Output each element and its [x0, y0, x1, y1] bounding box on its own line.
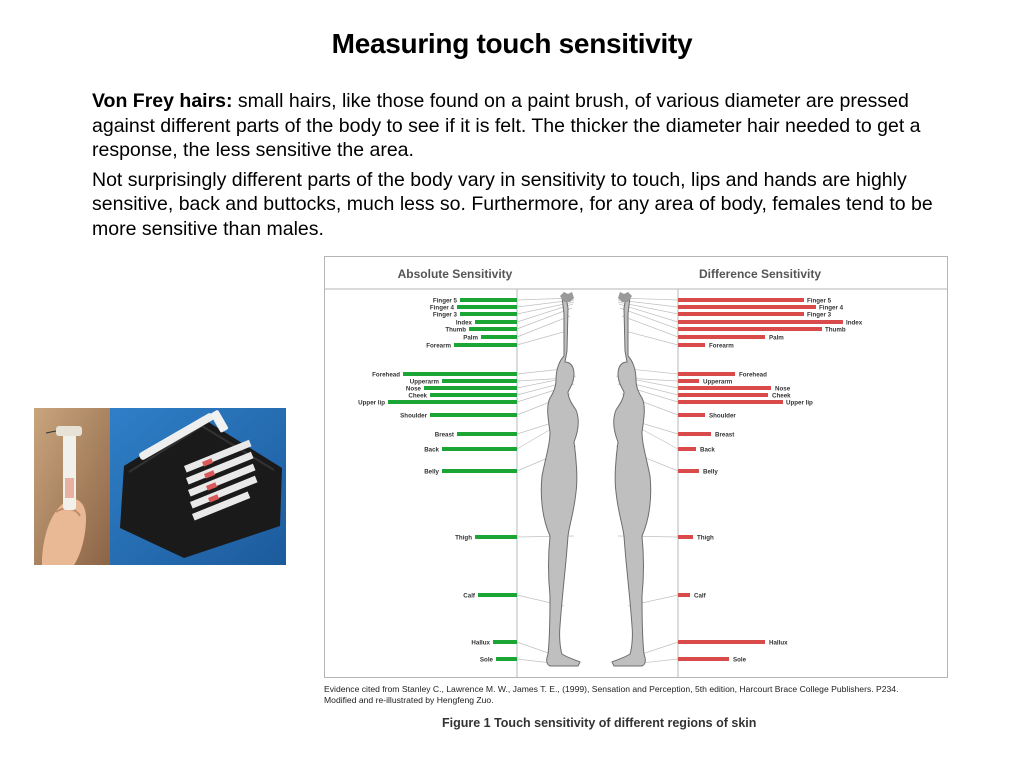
absolute-bar-upperarm — [442, 379, 517, 383]
difference-label-back: Back — [700, 446, 715, 454]
figure-caption: Figure 1 Touch sensitivity of different regions of skin — [442, 716, 757, 730]
absolute-bar-belly — [442, 469, 517, 473]
absolute-bar-cheek — [430, 393, 517, 397]
absolute-label-upper-lip: Upper lip — [358, 399, 385, 407]
absolute-bar-index — [475, 320, 517, 324]
difference-bar-nose — [678, 386, 771, 390]
absolute-bar-nose — [424, 386, 517, 390]
difference-bar-forearm — [678, 343, 705, 347]
absolute-label-forearm: Forearm — [426, 342, 451, 350]
evidence-line-2: Modified and re-illustrated by Hengfeng Zuo. — [324, 695, 494, 705]
difference-bar-index — [678, 320, 843, 324]
difference-bar-hallux — [678, 640, 765, 644]
absolute-label-thumb: Thumb — [445, 326, 466, 334]
absolute-label-sole: Sole — [479, 656, 493, 664]
absolute-bar-thigh — [475, 535, 517, 539]
difference-label-forearm: Forearm — [709, 342, 734, 350]
difference-label-finger-4: Finger 4 — [819, 304, 844, 312]
difference-label-index: Index — [846, 319, 863, 327]
difference-bar-palm — [678, 335, 765, 339]
difference-label-shoulder: Shoulder — [709, 412, 736, 420]
difference-bar-finger-3 — [678, 312, 804, 316]
absolute-label-finger-4: Finger 4 — [429, 304, 454, 312]
absolute-label-belly: Belly — [424, 468, 439, 476]
absolute-label-thigh: Thigh — [455, 534, 472, 542]
difference-bar-forehead — [678, 372, 735, 376]
difference-bar-shoulder — [678, 413, 705, 417]
difference-label-hallux: Hallux — [769, 639, 788, 647]
absolute-bar-finger-5 — [460, 298, 517, 302]
absolute-bar-thumb — [469, 327, 517, 331]
difference-label-nose: Nose — [775, 385, 791, 393]
absolute-bar-upper-lip — [388, 400, 517, 404]
difference-label-thigh: Thigh — [697, 534, 714, 542]
body-text — [92, 89, 952, 246]
absolute-bar-forehead — [403, 372, 517, 376]
slide-title: Measuring touch sensitivity — [331, 28, 693, 59]
von-frey-kit-photo — [34, 408, 286, 565]
paragraph-sensitivity: Not surprisingly different parts of the body vary in sensitivity to touch, lips and hands are highly sensitive, back and buttocks, much less so. Furthermore, for any area of body, females tend to be more sensitive than males. — [92, 168, 933, 240]
absolute-label-forehead: Forehead — [372, 371, 400, 379]
von-frey-description: small hairs, like those found on a paint brush, of various diameter are pressed against different parts of the body to see if it is felt. The thicker the diameter hair needed to get a response, the less sensitive the area. — [92, 90, 921, 161]
difference-label-cheek: Cheek — [772, 392, 791, 400]
absolute-label-back: Back — [424, 446, 439, 454]
absolute-label-upperarm: Upperarm — [409, 378, 439, 386]
difference-label-thumb: Thumb — [825, 326, 846, 334]
difference-bar-cheek — [678, 393, 768, 397]
absolute-label-cheek: Cheek — [408, 392, 427, 400]
difference-bar-back — [678, 447, 696, 451]
difference-label-sole: Sole — [733, 656, 747, 664]
difference-bar-upperarm — [678, 379, 699, 383]
sensitivity-chart — [324, 256, 948, 678]
absolute-label-calf: Calf — [463, 592, 475, 600]
absolute-bar-palm — [481, 335, 517, 339]
absolute-bar-back — [442, 447, 517, 451]
absolute-bar-breast — [457, 432, 517, 436]
difference-bar-belly — [678, 469, 699, 473]
difference-label-palm: Palm — [769, 334, 784, 342]
difference-bar-finger-4 — [678, 305, 816, 309]
absolute-label-finger-5: Finger 5 — [432, 297, 457, 305]
difference-bar-calf — [678, 593, 690, 597]
absolute-bar-finger-4 — [457, 305, 517, 309]
evidence-citation — [324, 684, 964, 706]
absolute-label-hallux: Hallux — [471, 639, 490, 647]
sensitivity-figure — [324, 256, 948, 678]
absolute-bar-calf — [478, 593, 517, 597]
difference-bar-upper-lip — [678, 400, 783, 404]
absolute-label-finger-3: Finger 3 — [432, 311, 457, 319]
absolute-label-nose: Nose — [405, 385, 421, 393]
difference-label-finger-3: Finger 3 — [807, 311, 832, 319]
difference-label-finger-5: Finger 5 — [807, 297, 832, 305]
von-frey-term: Von Frey hairs: — [92, 90, 233, 112]
evidence-line-1: Evidence cited from Stanley C., Lawrence M. W., James T. E., (1999), Sensation and Perception, 5th edition, Harcourt Brace College Publishers. P234. — [324, 684, 899, 694]
difference-label-forehead: Forehead — [739, 371, 767, 379]
difference-label-upper-lip: Upper lip — [786, 399, 813, 407]
difference-bar-finger-5 — [678, 298, 804, 302]
difference-bar-thigh — [678, 535, 693, 539]
difference-heading: Difference Sensitivity — [698, 267, 822, 281]
absolute-label-palm: Palm — [463, 334, 478, 342]
absolute-label-breast: Breast — [434, 431, 454, 439]
absolute-bar-finger-3 — [460, 312, 517, 316]
difference-label-breast: Breast — [715, 431, 735, 439]
absolute-bar-forearm — [454, 343, 517, 347]
difference-label-upperarm: Upperarm — [703, 378, 733, 386]
absolute-bar-shoulder — [430, 413, 517, 417]
absolute-label-shoulder: Shoulder — [400, 412, 427, 420]
absolute-bar-hallux — [493, 640, 517, 644]
difference-bar-thumb — [678, 327, 822, 331]
difference-bar-breast — [678, 432, 711, 436]
absolute-label-index: Index — [455, 319, 472, 327]
difference-label-belly: Belly — [703, 468, 718, 476]
absolute-bar-sole — [496, 657, 517, 661]
difference-label-calf: Calf — [694, 592, 706, 600]
absolute-heading: Absolute Sensitivity — [397, 267, 513, 281]
paragraph-von-frey — [92, 89, 952, 163]
difference-bar-sole — [678, 657, 729, 661]
